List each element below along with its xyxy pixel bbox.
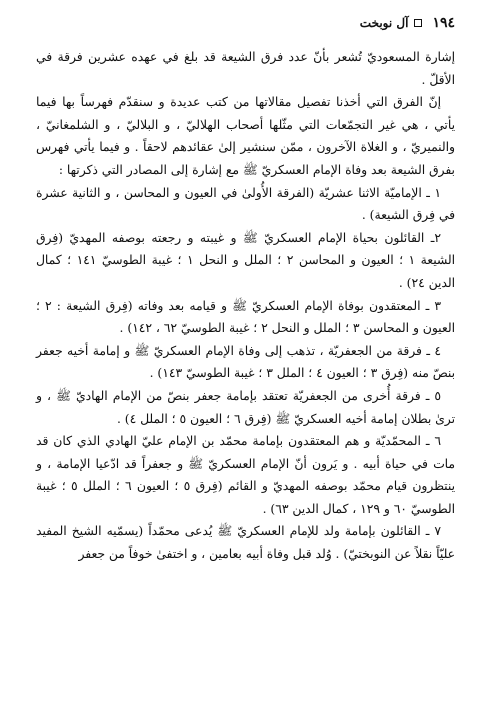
page-header — [36, 12, 455, 34]
page-number: ١٩٤ — [432, 15, 455, 31]
list-item: ٦ ـ المحمّديّة و هم المعتقدون بإمامة محمّد بن الإمام عليّ الهادي الذي كان قد مات في حياة أبيه . و يَرون أنّ الإمام العسكريّ ﷺ و جعفراً قد ادّعيا الإمامة ، و ينتظرون قيام محمّد بوصفه المهديّ و القائم (فِرق ٥ ؛ العيون ٦ ؛ الملل ٥ ؛ غيبة الطوسيّ ٦٠ و ١٢٩ ، كمال الدين ٦٣) . — [36, 434, 456, 516]
list-item: ٢ـ القائلون بحياة الإمام العسكريّ ﷺ و غيبته و رجعته بوصفه المهديّ (فِرق الشيعة ١ ؛ العيون و المحاسن ٢ ؛ الملل و النحل ١ ؛ غيبة الطوسيّ ١٤١ ؛ كمال الدين ٢٤) . — [36, 230, 456, 290]
page-body — [36, 46, 455, 566]
list-item: ٤ ـ فرقة من الجعفريّة ، تذهب إلى وفاة الإمام العسكريّ ﷺ و إمامة أخيه جعفر بنصّ منه (فِرق ٣ ؛ العيون ٤ ؛ الملل ٣ ؛ غيبة الطوسيّ ١٤٣) . — [36, 343, 455, 381]
list-item: ٣ ـ المعتقدون بوفاة الإمام العسكريّ ﷺ و قيامه بعد وفاته (فِرق الشيعة : ٢ ؛ العيون و المحاسن ٣ ؛ الملل و النحل ٢ ؛ غيبة الطوسيّ ٦٢ ، ١٤٢) . — [36, 298, 455, 336]
square-box-icon — [414, 19, 422, 27]
list-item: ٧ ـ القائلون بإمامة ولد للإمام العسكريّ ﷺ يُدعى محمّداً (يسمّيه الشيخ المفيد عليّاً نقلاً عن النوبختيّ) . وُلد قبل وفاة أبيه بعامين ، و اختفىٰ خوفاً من جعفر — [36, 524, 455, 562]
book-title: آل نوبخت — [359, 16, 409, 30]
book-page — [36, 12, 455, 566]
paragraph: إنّ الفرق التي أخذنا تفصيل مقالاتها من كتب عديدة و سنقدّم فهرساً بها فيما يأتي ، هي غير التجمّعات التي مثّلها أصحاب الهلاليّ ، و البلاليّ ، و الشلمغانيّ ، والنميريّ ، و الغلاة الآخرون ، ممّن سنشير إلىٰ عقائدهم لاحقاً . و فيما يأتي فهرس بفرق الشيعة بعد وفاة الإمام العسكريّ ﷺ مع إشارة إلى المصادر التي ذكرتها : — [36, 95, 455, 177]
list-item: ٥ ـ فرقة أُخرى من الجعفريّة تعتقد بإمامة جعفر بنصّ من الإمام الهاديّ ﷺ ، و ترىٰ بطلان إمامة أخيه العسكريّ ﷺ (فِرق ٦ ؛ العيون ٥ ؛ الملل ٤) . — [36, 388, 455, 426]
paragraph: إشارة المسعوديّ تُشعر بأنّ عدد فرق الشيعة قد بلغ في عهده عشرين فرقة في الأقلّ . — [36, 50, 455, 87]
list-item: ١ ـ الإماميّة الاثنا عشريّة (الفرقة الأُولىٰ في العيون و المحاسن ، و الثانية عشرة في فِرق الشيعة) . — [36, 185, 455, 223]
